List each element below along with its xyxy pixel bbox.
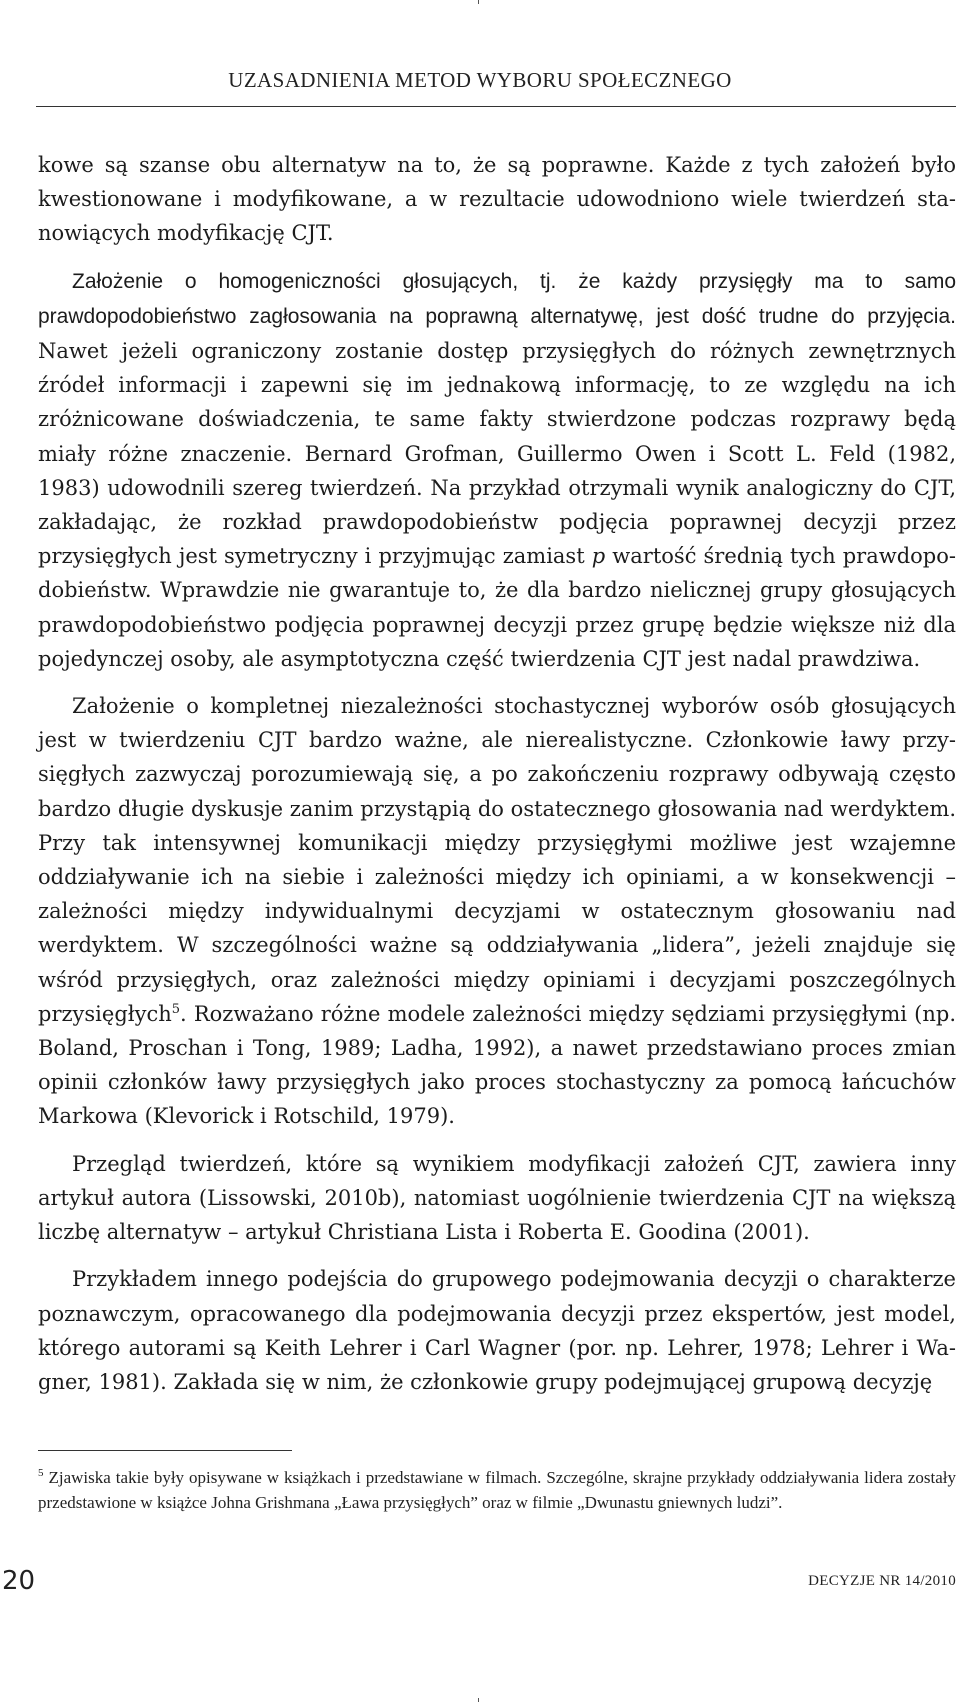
paragraph-independence	[38, 689, 956, 1134]
paragraph-homogeneity-rest: Nawet jeżeli ograniczony zostanie dostęp przysięgłych do różnych zewnętrznych źródeł informacji i zapewni się im jednakową informację, to ze względu na ich zróżnicowane doświadczenia, te same fakty stwierdzone podczas rozprawy będą miały różne znaczenie. Bernard Grofman, Guillermo Owen i Scott L. Feld (1982, 1983) udowodnili szereg twierdzeń. Na przykład otrzymali wynik analogiczny do CJT, zakładając, że rozkład prawdopodobieństw podjęcia poprawnej decyzji przez przysięgłych jest symetryczny i przyjmując zamiast	[38, 339, 956, 569]
running-header-title: UZASADNIENIA METOD WYBORU SPOŁECZNEGO	[228, 68, 732, 92]
footnote-text: Zjawiska takie były opisywane w książkach i przedstawiane w filmach. Szczególne, skrajne przykłady oddziaływania lidera zostały przedstawione w książce Johna Grishmana „Ława przysięgłych” oraz w filmie „Dwunastu gniewnych ludzi”.	[38, 1468, 956, 1512]
paragraph-homogeneity-lead: Założenie o homogeniczności głosujących, tj. że każdy przysięgły ma to samo prawdopodobieństwo zagłosowania na poprawną alternatywę, jest dość trudne do przyjęcia.	[38, 269, 956, 328]
footnote-reference[interactable]: 5	[171, 1001, 181, 1017]
paragraph-homogeneity-end: wartość średnią tych prawdopodobieństw. Wprawdzie nie gwarantuje to, że dla bardzo nielicznej grupy głosujących prawdopodobieństwo podjęcia poprawnej decyzji przez grupę będzie większe niż dla pojedynczej osoby, ale asymptotyczna część twierdzenia CJT jest nadal prawdziwa.	[38, 544, 956, 671]
paragraph-lehrer-wagner: Przykładem innego podejścia do grupowego podejmowania decyzji o charakterze poznawczym, opracowanego dla podejmowania decyzji przez ekspertów, jest model, którego autorami są Keith Lehrer i Carl Wagner (por. np. Lehrer, 1978; Lehrer i Wagner, 1981). Zakłada się w nim, że członkowie grupy podejmującej grupową decyzję	[38, 1267, 956, 1394]
paragraph-continuation: kowe są szanse obu alternatyw na to, że są poprawne. Każde z tych założeń było kwestionowane i modyfikowane, a w rezultacie udowodniono wiele twierdzeń stanowiących modyfikację CJT.	[38, 153, 956, 246]
journal-issue: DECYZJE NR 14/2010	[808, 1573, 956, 1589]
page-number: 20	[2, 1566, 36, 1596]
crop-mark-bottom	[478, 1698, 479, 1702]
main-text	[38, 148, 956, 1399]
paragraph-review: Przegląd twierdzeń, które są wynikiem modyfikacji założeń CJT, zawiera inny artykuł autora (Lissowski, 2010b), natomiast uogólnienie twierdzenia CJT na większą liczbę alternatyw – artykuł Christiana Lista i Roberta E. Goodina (2001).	[38, 1151, 956, 1245]
variable-p: p	[591, 544, 606, 569]
footnote-number: 5	[38, 1467, 44, 1480]
crop-mark-top	[478, 0, 479, 4]
paragraph-homogeneity	[38, 264, 956, 676]
paragraph-independence-end: . Rozważano różne modele zależności między sędziami przysięgłymi (np. Boland, Proschan i Tong, 1989; Ladha, 1992), a nawet przedstawiano proces zmian opinii członków ławy przysięgłych jako proces stochastyczny za pomocą łańcuchów Markowa (Klevorick i Rotschild, 1979).	[38, 1001, 956, 1129]
header-rule	[36, 106, 956, 107]
paragraph-independence-text: Założenie o kompletnej niezależności stochastycznej wyborów osób głosujących jest w twierdzeniu CJT bardzo ważne, ale nierealistyczne. Członkowie ławy przysięgłych zazwyczaj porozumiewają się, a po zakończeniu rozprawy odbywają często bardzo długie dyskusje zanim przystąpią do ostatecznego głosowania nad werdyktem. Przy tak intensywnej komunikacji między przysięgłymi możliwe jest wzajemne oddziaływanie ich na siebie i zależności między ich opiniami, a w konsekwencji – zależności między indywidualnymi decyzjami w ostatecznym głosowaniu nad werdyktem. W szczególności ważne są oddziaływania „lidera”, jeżeli znajduje się wśród przysięgłych, oraz zależności między opiniami i decyzjami poszczególnych przysięgłych	[38, 694, 956, 1026]
footnote-rule	[38, 1450, 292, 1451]
footnote	[38, 1465, 956, 1515]
